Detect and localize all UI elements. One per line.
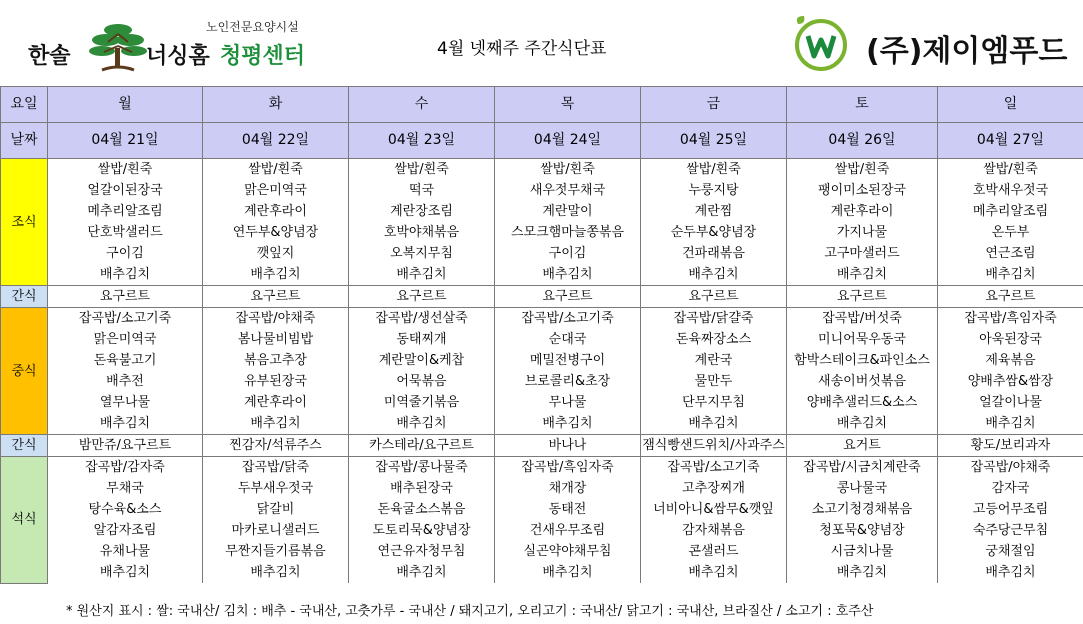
weekday-header: 월 (48, 87, 203, 123)
snack-pm-menu-item: 찐감자/석류주스 (203, 435, 349, 457)
facility-name-a: 한솔 (28, 44, 71, 69)
table-row (1, 123, 1083, 159)
weekday-label: 요일 (1, 87, 48, 123)
snack-pm-menu-item: 요거트 (787, 435, 938, 457)
breakfast-menu-item: 구이김 (495, 243, 641, 264)
weekly-menu-table (0, 86, 1083, 584)
breakfast-menu-item: 새우젓무채국 (495, 180, 641, 201)
dinner-menu-item: 고등어무조림 (938, 499, 1083, 520)
dinner-menu-item: 배추김치 (641, 562, 787, 583)
table-row (1, 350, 1083, 371)
breakfast-menu-item: 누룽지탕 (641, 180, 787, 201)
breakfast-menu-item: 떡국 (349, 180, 495, 201)
dinner-menu-item: 숙주당근무침 (938, 520, 1083, 541)
table-row (1, 159, 1083, 181)
company-name: (주)제이엠푸드 (866, 34, 1068, 69)
origin-notice: * 원산지 표시 : 쌀: 국내산/ 김치 : 배추 - 국내산, 고춧가루 - 국내산 / 돼지고기, 오리고기 : 국내산/ 닭고기 : 국내산, 브라질산 / 소고기 : 호주산 (66, 604, 874, 619)
date-header: 04월 26일 (787, 123, 938, 159)
dinner-menu-item: 배추김치 (349, 562, 495, 583)
lunch-menu-item: 계란후라이 (203, 392, 349, 413)
breakfast-menu-item: 구이김 (48, 243, 203, 264)
snack-am-menu-item: 요구르트 (349, 286, 495, 308)
lunch-label: 중식 (1, 308, 48, 435)
dinner-menu-item: 채개장 (495, 478, 641, 499)
date-header: 04월 27일 (938, 123, 1083, 159)
lunch-menu-item: 돈육짜장소스 (641, 329, 787, 350)
dinner-menu-item: 유채나물 (48, 541, 203, 562)
breakfast-menu-item: 배추김치 (203, 264, 349, 286)
snack-am-menu-item: 요구르트 (938, 286, 1083, 308)
table-row (1, 478, 1083, 499)
breakfast-menu-item: 쌀밥/흰죽 (938, 159, 1083, 181)
lunch-menu-item: 잡곡밥/버섯죽 (787, 308, 938, 330)
dinner-menu-item: 두부새우젓국 (203, 478, 349, 499)
breakfast-menu-item: 호박새우젓국 (938, 180, 1083, 201)
breakfast-label: 조식 (1, 159, 48, 286)
dinner-label: 석식 (1, 457, 48, 584)
breakfast-menu-item: 쌀밥/흰죽 (641, 159, 787, 181)
lunch-menu-item: 아욱된장국 (938, 329, 1083, 350)
table-row (1, 222, 1083, 243)
lunch-menu-item: 배추김치 (641, 413, 787, 435)
header (0, 0, 1083, 86)
table-row (1, 520, 1083, 541)
snack-am-menu-item: 요구르트 (641, 286, 787, 308)
breakfast-menu-item: 배추김치 (495, 264, 641, 286)
breakfast-menu-item: 건파래볶음 (641, 243, 787, 264)
breakfast-menu-item: 오복지무침 (349, 243, 495, 264)
lunch-menu-item: 양배추쌈&쌈장 (938, 371, 1083, 392)
dinner-menu-item: 닭갈비 (203, 499, 349, 520)
company-logo (790, 10, 1080, 76)
breakfast-menu-item: 온두부 (938, 222, 1083, 243)
breakfast-menu-item: 쌀밥/흰죽 (203, 159, 349, 181)
breakfast-menu-item: 배추김치 (48, 264, 203, 286)
snack-am-menu-item: 요구르트 (495, 286, 641, 308)
lunch-menu-item: 메밀전병구이 (495, 350, 641, 371)
breakfast-menu-item: 순두부&양념장 (641, 222, 787, 243)
dinner-menu-item: 콩나물국 (787, 478, 938, 499)
lunch-menu-item: 제육볶음 (938, 350, 1083, 371)
breakfast-menu-item: 메추리알조림 (48, 201, 203, 222)
dinner-menu-item: 알감자조림 (48, 520, 203, 541)
breakfast-menu-item: 얼갈이된장국 (48, 180, 203, 201)
weekday-header: 수 (349, 87, 495, 123)
dinner-menu-item: 고추장찌개 (641, 478, 787, 499)
facility-name-b: 너싱홈 (146, 44, 210, 69)
weekday-header: 목 (495, 87, 641, 123)
lunch-menu-item: 물만두 (641, 371, 787, 392)
breakfast-menu-item: 연두부&양념장 (203, 222, 349, 243)
snack-pm-menu-item: 카스테라/요구르트 (349, 435, 495, 457)
table-row (1, 264, 1083, 286)
dinner-menu-item: 잡곡밥/흑임자죽 (495, 457, 641, 479)
dinner-menu-item: 동태전 (495, 499, 641, 520)
jm-leaf-logo-icon (790, 14, 852, 72)
snack-am-label: 간식 (1, 286, 48, 308)
table-row (1, 541, 1083, 562)
dinner-menu-item: 건새우무조림 (495, 520, 641, 541)
dinner-menu-item: 배추김치 (48, 562, 203, 583)
lunch-menu-item: 배추김치 (495, 413, 641, 435)
facility-name-c: 청평센터 (220, 44, 306, 69)
dinner-menu-item: 배추김치 (203, 562, 349, 583)
lunch-menu-item: 계란말이&케찹 (349, 350, 495, 371)
lunch-menu-item: 배추김치 (938, 413, 1083, 435)
dinner-menu-item: 콘샐러드 (641, 541, 787, 562)
lunch-menu-item: 브로콜리&초장 (495, 371, 641, 392)
breakfast-menu-item: 맑은미역국 (203, 180, 349, 201)
dinner-menu-item: 잡곡밥/소고기죽 (641, 457, 787, 479)
breakfast-menu-item: 배추김치 (641, 264, 787, 286)
snack-pm-menu-item: 잼식빵샌드위치/사과주스 (641, 435, 787, 457)
page-title: 4월 넷째주 주간식단표 (437, 39, 607, 59)
lunch-menu-item: 잡곡밥/생선살죽 (349, 308, 495, 330)
dinner-menu-item: 잡곡밥/콩나물죽 (349, 457, 495, 479)
dinner-menu-item: 탕수육&소스 (48, 499, 203, 520)
breakfast-menu-item: 깻잎지 (203, 243, 349, 264)
dinner-menu-item: 무채국 (48, 478, 203, 499)
lunch-menu-item: 동태찌개 (349, 329, 495, 350)
lunch-menu-item: 잡곡밥/소고기죽 (48, 308, 203, 330)
lunch-menu-item: 어묵볶음 (349, 371, 495, 392)
breakfast-menu-item: 연근조림 (938, 243, 1083, 264)
pine-tree-icon (88, 20, 148, 74)
lunch-menu-item: 맑은미역국 (48, 329, 203, 350)
dinner-menu-item: 마카로니샐러드 (203, 520, 349, 541)
lunch-menu-item: 얼갈이나물 (938, 392, 1083, 413)
breakfast-menu-item: 배추김치 (787, 264, 938, 286)
breakfast-menu-item: 호박야채볶음 (349, 222, 495, 243)
weekday-header: 화 (203, 87, 349, 123)
lunch-menu-item: 계란국 (641, 350, 787, 371)
date-header: 04월 24일 (495, 123, 641, 159)
lunch-menu-item: 미니어묵우동국 (787, 329, 938, 350)
lunch-menu-item: 열무나물 (48, 392, 203, 413)
dinner-menu-item: 청포묵&양념장 (787, 520, 938, 541)
table-row (1, 308, 1083, 330)
table-row (1, 87, 1083, 123)
snack-pm-menu-item: 바나나 (495, 435, 641, 457)
table-row (1, 413, 1083, 435)
breakfast-menu-item: 단호박샐러드 (48, 222, 203, 243)
table-row (1, 562, 1083, 583)
snack-pm-menu-item: 황도/보리과자 (938, 435, 1083, 457)
table-row (1, 243, 1083, 264)
table-row (1, 371, 1083, 392)
lunch-menu-item: 잡곡밥/흑임자죽 (938, 308, 1083, 330)
table-row (1, 499, 1083, 520)
weekday-header: 금 (641, 87, 787, 123)
breakfast-menu-item: 고구마샐러드 (787, 243, 938, 264)
table-row (1, 180, 1083, 201)
dinner-menu-item: 돈육굴소스볶음 (349, 499, 495, 520)
lunch-menu-item: 단무지무침 (641, 392, 787, 413)
dinner-menu-item: 배추김치 (787, 562, 938, 583)
lunch-menu-item: 순대국 (495, 329, 641, 350)
dinner-menu-item: 배추김치 (495, 562, 641, 583)
dinner-menu-item: 감자채볶음 (641, 520, 787, 541)
breakfast-menu-item: 계란후라이 (787, 201, 938, 222)
table-row (1, 435, 1083, 457)
lunch-menu-item: 배추김치 (787, 413, 938, 435)
lunch-menu-item: 돈육불고기 (48, 350, 203, 371)
breakfast-menu-item: 계란말이 (495, 201, 641, 222)
dinner-menu-item: 소고기청경채볶음 (787, 499, 938, 520)
lunch-menu-item: 배추김치 (48, 413, 203, 435)
table-row (1, 392, 1083, 413)
weekday-header: 토 (787, 87, 938, 123)
table-row (1, 329, 1083, 350)
breakfast-menu-item: 배추김치 (349, 264, 495, 286)
dinner-menu-item: 실곤약야채무침 (495, 541, 641, 562)
lunch-menu-item: 새송이버섯볶음 (787, 371, 938, 392)
lunch-menu-item: 함박스테이크&파인소스 (787, 350, 938, 371)
lunch-menu-item: 볶음고추장 (203, 350, 349, 371)
snack-am-menu-item: 요구르트 (203, 286, 349, 308)
table-row (1, 457, 1083, 479)
dinner-menu-item: 무짠지들기름볶음 (203, 541, 349, 562)
snack-am-menu-item: 요구르트 (787, 286, 938, 308)
lunch-menu-item: 봄나물비빔밥 (203, 329, 349, 350)
breakfast-menu-item: 쌀밥/흰죽 (349, 159, 495, 181)
date-header: 04월 25일 (641, 123, 787, 159)
lunch-menu-item: 배추김치 (349, 413, 495, 435)
date-label: 날짜 (1, 123, 48, 159)
date-header: 04월 21일 (48, 123, 203, 159)
dinner-menu-item: 너비아니&쌈무&깻잎 (641, 499, 787, 520)
breakfast-menu-item: 가지나물 (787, 222, 938, 243)
dinner-menu-item: 잡곡밥/야채죽 (938, 457, 1083, 479)
dinner-menu-item: 잡곡밥/감자죽 (48, 457, 203, 479)
lunch-menu-item: 잡곡밥/야채죽 (203, 308, 349, 330)
date-header: 04월 23일 (349, 123, 495, 159)
dinner-menu-item: 궁채절임 (938, 541, 1083, 562)
lunch-menu-item: 양배추샐러드&소스 (787, 392, 938, 413)
snack-pm-menu-item: 밤만쥬/요구르트 (48, 435, 203, 457)
lunch-menu-item: 미역줄기볶음 (349, 392, 495, 413)
breakfast-menu-item: 계란찜 (641, 201, 787, 222)
dinner-menu-item: 잡곡밥/시금치계란죽 (787, 457, 938, 479)
weekday-header: 일 (938, 87, 1083, 123)
breakfast-menu-item: 메추리알조림 (938, 201, 1083, 222)
lunch-menu-item: 무나물 (495, 392, 641, 413)
breakfast-menu-item: 쌀밥/흰죽 (48, 159, 203, 181)
facility-logo (28, 12, 318, 78)
dinner-menu-item: 배추김치 (938, 562, 1083, 583)
lunch-menu-item: 잡곡밥/소고기죽 (495, 308, 641, 330)
breakfast-menu-item: 팽이미소된장국 (787, 180, 938, 201)
breakfast-menu-item: 쌀밥/흰죽 (495, 159, 641, 181)
breakfast-menu-item: 스모크햄마늘쫑볶음 (495, 222, 641, 243)
table-row (1, 286, 1083, 308)
dinner-menu-item: 도토리묵&양념장 (349, 520, 495, 541)
dinner-menu-item: 감자국 (938, 478, 1083, 499)
lunch-menu-item: 유부된장국 (203, 371, 349, 392)
snack-pm-label: 간식 (1, 435, 48, 457)
lunch-menu-item: 배추전 (48, 371, 203, 392)
lunch-menu-item: 잡곡밥/닭걀죽 (641, 308, 787, 330)
date-header: 04월 22일 (203, 123, 349, 159)
facility-subtitle: 노인전문요양시설 (206, 20, 299, 34)
dinner-menu-item: 시금치나물 (787, 541, 938, 562)
breakfast-menu-item: 계란장조림 (349, 201, 495, 222)
breakfast-menu-item: 쌀밥/흰죽 (787, 159, 938, 181)
snack-am-menu-item: 요구르트 (48, 286, 203, 308)
breakfast-menu-item: 계란후라이 (203, 201, 349, 222)
breakfast-menu-item: 배추김치 (938, 264, 1083, 286)
dinner-menu-item: 연근유자청무침 (349, 541, 495, 562)
dinner-menu-item: 잡곡밥/닭죽 (203, 457, 349, 479)
lunch-menu-item: 배추김치 (203, 413, 349, 435)
table-row (1, 201, 1083, 222)
dinner-menu-item: 배추된장국 (349, 478, 495, 499)
